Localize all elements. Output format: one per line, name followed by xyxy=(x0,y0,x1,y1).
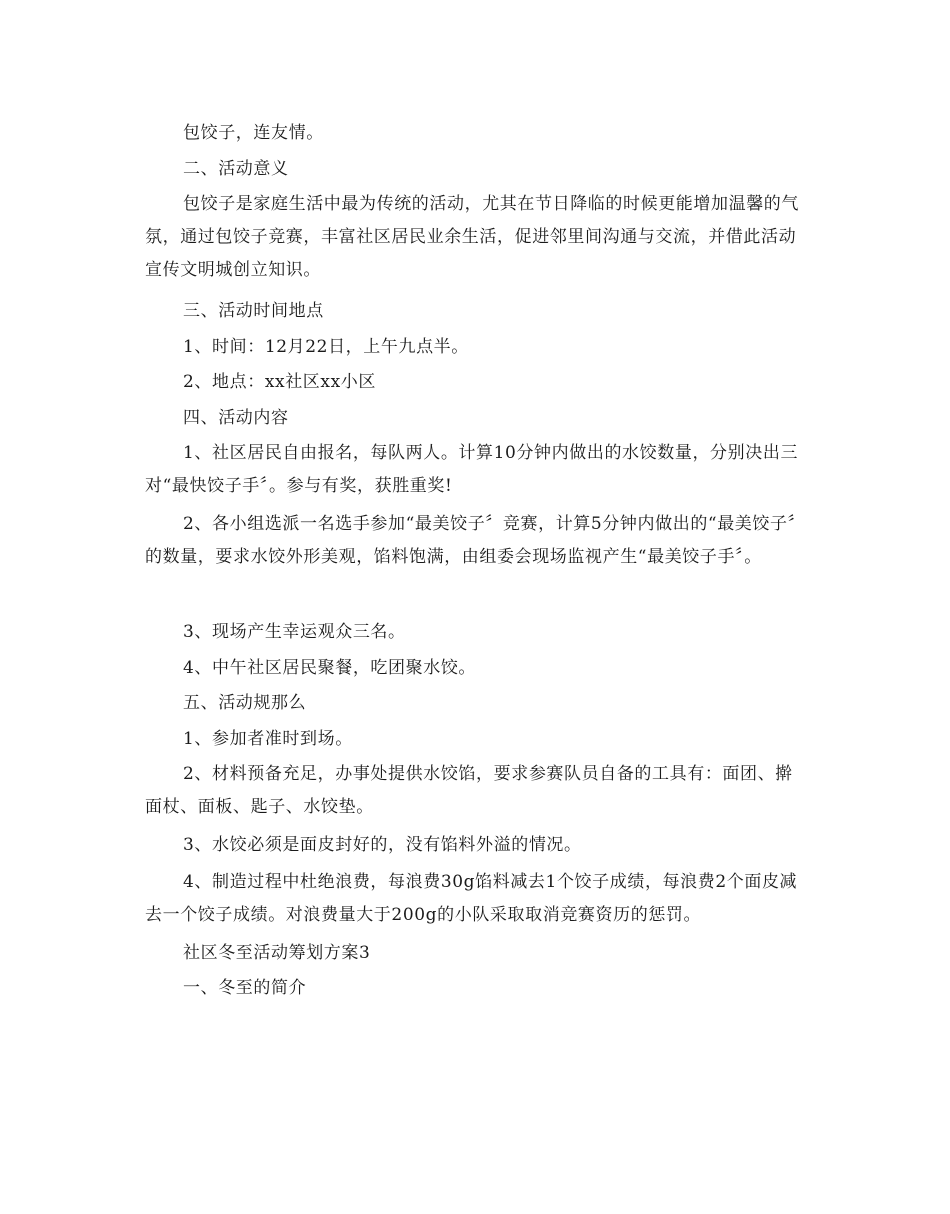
heading-activity-rules: 五、活动规那么 xyxy=(183,693,307,713)
heading-activity-significance: 二、活动意义 xyxy=(183,159,289,179)
paragraph-content-2: 2、各小组选派一名选手参加“最美饺子〞竞赛，计算5分钟内做出的“最美饺子〞的数量，要求水饺外形美观，馅料饱满，由组委会现场监视产生“最美饺子手〞。 xyxy=(145,514,806,567)
heading-plan-3: 社区冬至活动筹划方案3 xyxy=(183,943,371,963)
paragraph-rule-4: 4、制造过程中杜绝浪费，每浪费30g馅料减去1个饺子成绩，每浪费2个面皮减去一个饺子成绩。对浪费量大于200g的小队采取取消竞赛资历的惩罚。 xyxy=(145,872,798,925)
paragraph-rule-3: 3、水饺必须是面皮封好的，没有馅料外溢的情况。 xyxy=(183,835,582,855)
paragraph-rule-1: 1、参加者准时到场。 xyxy=(183,729,353,749)
heading-winter-solstice-intro: 一、冬至的简介 xyxy=(183,978,307,998)
heading-time-place: 三、活动时间地点 xyxy=(183,301,324,321)
paragraph-place: 2、地点：xx社区xx小区 xyxy=(183,372,376,392)
heading-activity-content: 四、活动内容 xyxy=(183,408,289,428)
paragraph-content-4: 4、中午社区居民聚餐，吃团聚水饺。 xyxy=(183,658,477,678)
paragraph-content-3: 3、现场产生幸运观众三名。 xyxy=(183,622,406,642)
paragraph-content-1: 1、社区居民自由报名，每队两人。计算10分钟内做出的水饺数量，分别决出三对“最快饺子手〞。参与有奖，获胜重奖! xyxy=(145,443,799,496)
paragraph-slogan: 包饺子，连友情。 xyxy=(183,123,324,143)
paragraph-time: 1、时间：12月22日，上午九点半。 xyxy=(183,337,469,357)
paragraph-rule-2: 2、材料预备充足，办事处提供水饺馅，要求参赛队员自备的工具有：面团、擀面杖、面板、匙子、水饺垫。 xyxy=(145,764,793,817)
paragraph-significance: 包饺子是家庭生活中最为传统的活动，尤其在节日降临的时候更能增加温馨的气氛，通过包饺子竞赛，丰富社区居民业余生活，促进邻里间沟通与交流，并借此活动宣传文明城创立知识。 xyxy=(145,194,799,280)
